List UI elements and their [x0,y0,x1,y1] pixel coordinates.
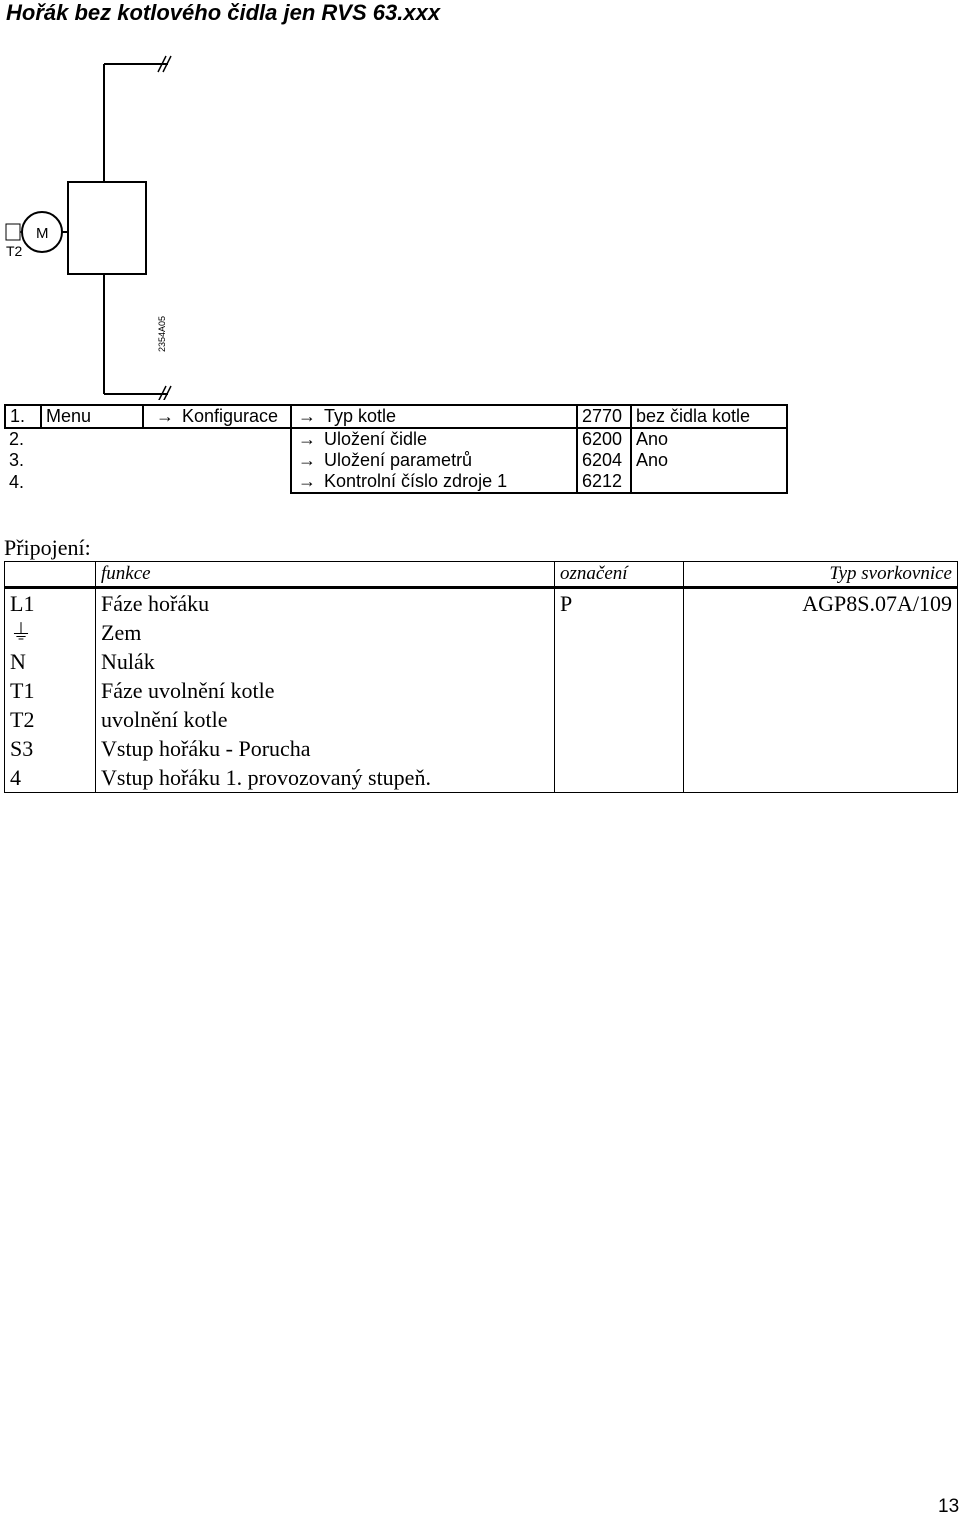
row-funkce: Vstup hořáku 1. provozovaný stupeň. [96,763,555,793]
row-oznaceni [555,676,684,705]
header-typ: Typ svorkovnice [684,562,958,588]
row-typ [684,647,958,676]
row-typ [684,676,958,705]
row-code: 4 [5,763,96,793]
menu-row [5,471,787,493]
row-code: T2 [5,705,96,734]
row-code: S3 [5,734,96,763]
row-typ [684,734,958,763]
menu-config-label: Konfigurace [178,405,291,428]
motor-label: M [36,225,49,242]
menu-item-value [631,471,787,493]
connection-heading: Připojení: [4,535,91,560]
row-oznaceni [555,647,684,676]
table-row [5,618,958,647]
arrow-icon: → [143,405,178,428]
menu-label: Menu [41,405,143,428]
menu-item-value: Ano [631,428,787,450]
table-row [5,763,958,793]
earth-icon: ⏚ [5,618,96,647]
menu-row-number: 4. [9,471,25,492]
table-row [5,734,958,763]
menu-row-number: 2. [9,429,25,449]
row-typ: AGP8S.07A/109 [684,588,958,619]
menu-row-number: 3. [9,450,25,470]
menu-row [5,450,787,471]
row-oznaceni [555,618,684,647]
row-typ [684,705,958,734]
row-oznaceni: P [555,588,684,619]
table-row [5,705,958,734]
menu-row-number: 1. [5,405,41,428]
menu-item-value: Ano [631,450,787,471]
page-title: Hořák bez kotlového čidla jen RVS 63.xxx [6,0,441,25]
row-code: T1 [5,676,96,705]
row-funkce: Vstup hořáku - Porucha [96,734,555,763]
page-number: 13 [938,1496,960,1517]
row-oznaceni [555,705,684,734]
arrow-icon: → [291,405,320,428]
table-header-row [5,562,958,588]
row-typ [684,763,958,793]
menu-item-code: 6200 [577,428,631,450]
header-funkce: funkce [96,562,555,588]
menu-item-label: Typ kotle [320,405,577,428]
row-code: L1 [5,588,96,619]
row-oznaceni [555,763,684,793]
connection-table [4,561,958,793]
menu-item-code: 6212 [577,471,631,493]
table-row [5,647,958,676]
table-row [5,676,958,705]
drawing-number: 2354A05 [157,315,167,352]
menu-item-code: 2770 [577,405,631,428]
table-row [5,588,958,619]
arrow-icon: → [291,450,320,471]
arrow-icon: → [291,471,320,493]
wiring-diagram [0,0,960,400]
terminal-t2-label: T2 [6,243,23,259]
arrow-icon: → [291,428,320,450]
menu-row [5,405,787,428]
row-funkce: Nulák [96,647,555,676]
row-typ [684,618,958,647]
header-oznaceni: označení [555,562,684,588]
header-code [5,562,96,588]
row-oznaceni [555,734,684,763]
row-funkce: Fáze hořáku [96,588,555,619]
menu-row [5,428,787,450]
row-funkce: Zem [96,618,555,647]
menu-item-label: Kontrolní číslo zdroje 1 [320,471,577,493]
row-code: N [5,647,96,676]
menu-item-code: 6204 [577,450,631,471]
menu-path-table [4,404,788,494]
menu-item-label: Uložení parametrů [324,450,473,470]
menu-item-value: bez čidla kotle [631,405,787,428]
menu-item-label: Uložení čidle [324,429,428,449]
row-funkce: uvolnění kotle [96,705,555,734]
row-funkce: Fáze uvolnění kotle [96,676,555,705]
